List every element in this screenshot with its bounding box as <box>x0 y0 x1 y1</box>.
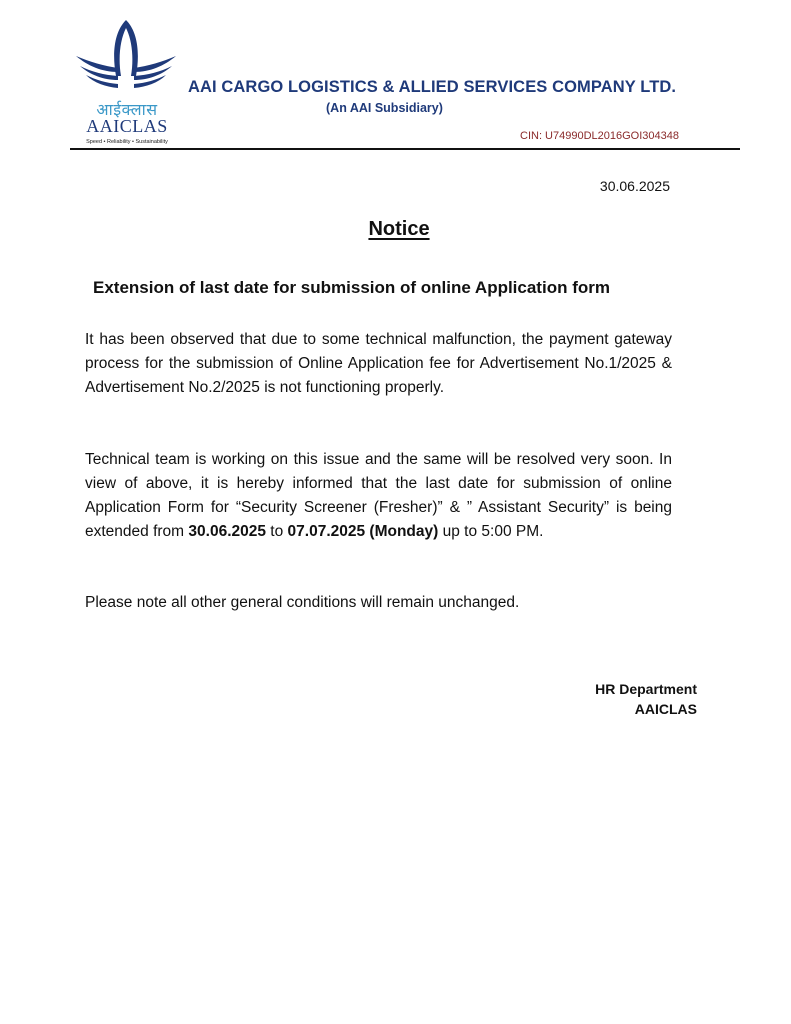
paragraph-2-text-b: to <box>265 523 288 540</box>
notice-date: 30.06.2025 <box>599 178 670 194</box>
signature-department: HR Department <box>595 681 697 697</box>
paragraph-2 <box>85 448 672 544</box>
signature-block <box>520 679 697 719</box>
notice-subject: Extension of last date for submission of online Application form <box>93 278 610 297</box>
logo-hindi-text: आईक्लास <box>96 100 158 119</box>
company-name: AAI CARGO LOGISTICS & ALLIED SERVICES COMPANY LTD. <box>188 78 677 96</box>
signature-org: AAICLAS <box>634 701 697 717</box>
extension-day: (Monday) <box>369 523 439 540</box>
header-divider <box>70 148 740 150</box>
extension-date-to: 07.07.2025 <box>287 523 366 540</box>
extension-date-from: 30.06.2025 <box>188 523 266 540</box>
logo-wordmark: AAICLAS <box>86 116 168 136</box>
wings-emblem-icon <box>74 18 178 100</box>
paragraph-2-text-c: up to 5:00 PM. <box>438 523 544 540</box>
company-subtitle: (An AAI Subsidiary) <box>326 101 443 115</box>
paragraph-3: Please note all other general conditions will remain unchanged. <box>85 594 520 611</box>
logo-tagline: Speed • Reliability • Sustainability <box>86 139 168 145</box>
aaiclas-logo <box>70 18 182 148</box>
paragraph-1: It has been observed that due to some technical malfunction, the payment gateway process for the submission of Online Application fee for Advertisement No.1/2025 & Advertisement No.2/2025 is not functioning properly. <box>85 331 672 396</box>
cin-number: CIN: U74990DL2016GOI304348 <box>520 130 679 142</box>
paragraph-2-text-a: Technical team is working on this issue and the same will be resolved very soon. In view of above, it is hereby informed that the last date for submission of online Application Form for “Security Screener (Fresher)” & ” Assistant Security” is being extended from <box>85 451 672 540</box>
notice-heading: Notice <box>368 218 430 240</box>
